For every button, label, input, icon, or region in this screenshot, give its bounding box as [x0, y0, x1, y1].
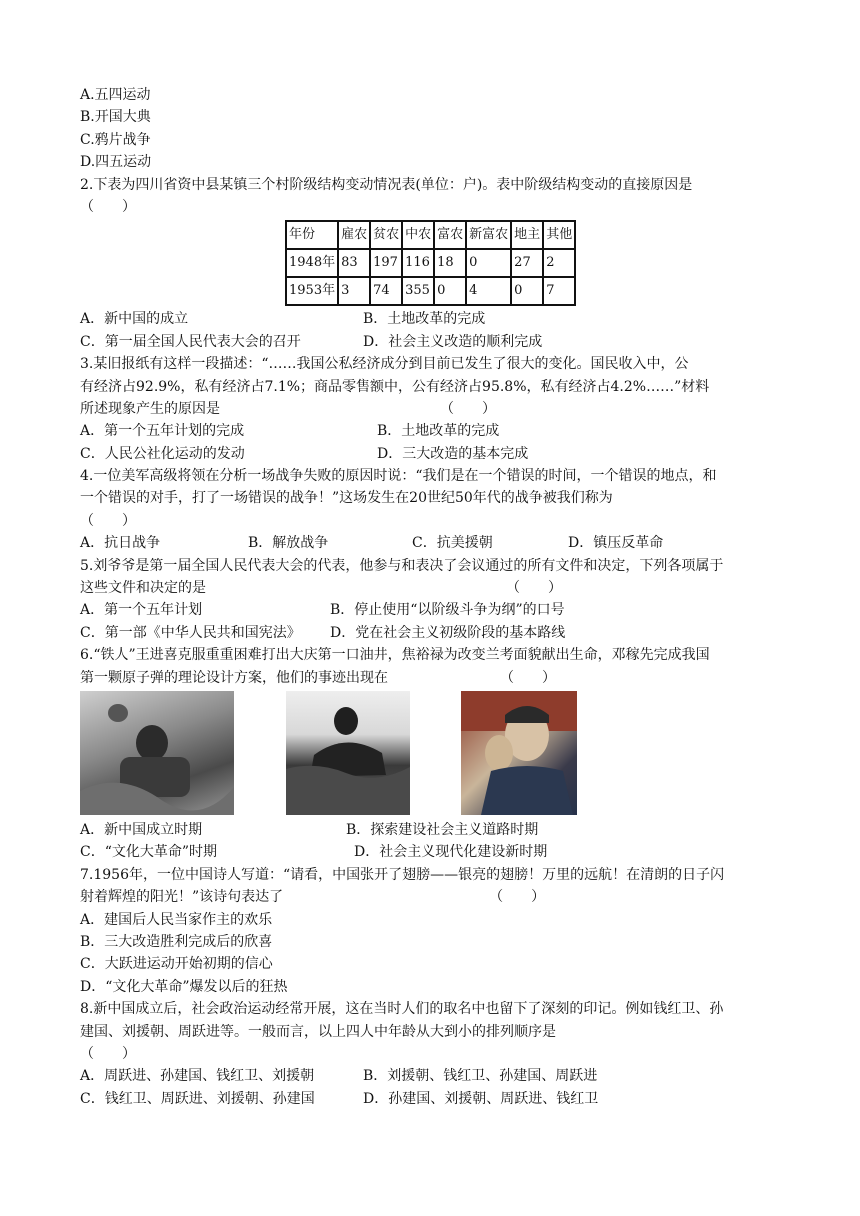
table-cell: 2 [543, 249, 575, 277]
table-header: 富农 [434, 221, 466, 249]
q2-option-d: D．社会主义改造的顺利完成 [363, 333, 543, 350]
table-header: 新富农 [466, 221, 511, 249]
q5-stem-tail: 这些文件和决定的是 [80, 580, 206, 597]
q7-stem-line [80, 886, 780, 908]
q1-option-c: C.鸦片战争 [80, 131, 151, 148]
table-header: 中农 [402, 221, 434, 249]
q5-stem-line: 5.刘爷爷是第一届全国人民代表大会的代表，他参与和表决了会议通过的所有文件和决定，下列各项属于 [80, 557, 724, 574]
q5-stem-line [80, 577, 780, 599]
q7-option-d: D．“文化大革命”爆发以后的狂热 [80, 978, 288, 995]
q1-options [80, 84, 780, 174]
table-cell: 0 [511, 277, 543, 305]
q5-options-row-1 [80, 599, 780, 621]
q4-option-c: C．抗美援朝 [412, 535, 493, 552]
table-cell: 27 [511, 249, 543, 277]
q5-option-c: C．第一部《中华人民共和国宪法》 [80, 624, 301, 641]
q2-option-a: A．新中国的成立 [80, 311, 189, 328]
q3-stem-line: 有经济占92.9%，私有经济占7.1%；商品零售额中，公有经济占95.8%，私有经济占4.2%……”材料 [80, 378, 710, 395]
table-cell: 0 [466, 249, 511, 277]
table-cell: 355 [402, 277, 434, 305]
q8-options-row-2 [80, 1088, 780, 1110]
q8-paren: （ ） [80, 1045, 136, 1062]
q7-stem-tail: 射着辉煌的阳光！”该诗句表达了 [80, 889, 284, 906]
table-header: 贫农 [370, 221, 402, 249]
q7-option-a: A．建国后人民当家作主的欢乐 [80, 911, 273, 928]
q3-options-row-2 [80, 443, 780, 465]
photo-oil-worker [80, 691, 234, 815]
q7-stem-line: 7.1956年，一位中国诗人写道：“请看，中国张开了翅膀——银亮的翅膀！万里的远航！在清朗的日子闪 [80, 866, 725, 883]
q8-options-row-1 [80, 1065, 780, 1087]
q6-option-c: C．“文化大革命”时期 [80, 844, 218, 861]
q2-options-row-1 [80, 308, 780, 330]
table-header: 地主 [511, 221, 543, 249]
table-cell: 7 [543, 277, 575, 305]
q6-stem-tail: 第一颗原子弹的理论设计方案，他们的事迹出现在 [80, 669, 388, 686]
q1-option-d: D.四五运动 [80, 154, 152, 171]
q3-stem-line: 3.某旧报纸有这样一段描述：“……我国公私经济成分到目前已发生了很大的变化。国民收入中，公 [80, 356, 689, 373]
q3-options-row-1 [80, 420, 780, 442]
q4-option-a: A．抗日战争 [80, 535, 161, 552]
q6-option-b: B．探索建设社会主义道路时期 [346, 821, 539, 838]
table-header: 其他 [543, 221, 575, 249]
q3-stem-line [80, 398, 780, 420]
q8-option-b: B．刘援朝、钱红卫、孙建国、周跃进 [363, 1068, 598, 1085]
q2-option-c: C．第一届全国人民代表大会的召开 [80, 333, 301, 350]
table-row [286, 249, 575, 277]
table-cell: 1953年 [286, 277, 338, 305]
question-2 [80, 174, 780, 354]
q5-options-row-2 [80, 622, 780, 644]
q3-option-c: C．人民公社化运动的发动 [80, 445, 245, 462]
q2-paren: （ ） [80, 198, 136, 215]
q8-option-a: A．周跃进、孙建国、钱红卫、刘援朝 [80, 1068, 315, 1085]
q1-option-a: A.五四运动 [80, 87, 151, 103]
q5-option-a: A．第一个五年计划 [80, 602, 203, 619]
table-cell: 197 [370, 249, 402, 277]
q5-option-d: D．党在社会主义初级阶段的基本路线 [330, 624, 566, 641]
q6-photos [80, 691, 780, 819]
question-4 [80, 465, 780, 555]
q2-stem: 2.下表为四川省资中县某镇三个村阶级结构变动情况表(单位：户)。表中阶级结构变动的直接原因是 [80, 176, 693, 193]
q6-stem-line [80, 667, 780, 689]
question-6 [80, 644, 780, 864]
q4-option-b: B．解放战争 [248, 535, 329, 552]
table-cell: 116 [402, 249, 434, 277]
q6-options-row-2 [80, 841, 780, 863]
question-5 [80, 555, 780, 645]
q7-option-c: C．大跃进运动开始初期的信心 [80, 956, 273, 973]
table-header-row [286, 221, 575, 249]
table-cell: 4 [466, 277, 511, 305]
q7-option-b: B．三大改造胜利完成后的欣喜 [80, 933, 273, 950]
q6-option-a: A．新中国成立时期 [80, 821, 203, 838]
q6-option-d: D．社会主义现代化建设新时期 [354, 844, 548, 861]
exam-page [80, 84, 780, 1110]
q8-stem-line: 8.新中国成立后，社会政治运动经常开展，这在当时人们的取名中也留下了深刻的印记。例如钱红卫、孙 [80, 1001, 724, 1018]
q4-option-d: D．镇压反革命 [568, 535, 664, 552]
q5-option-b: B．停止使用“以阶级斗争为纲”的口号 [330, 602, 565, 619]
table-cell: 74 [370, 277, 402, 305]
q3-paren: （ ） [440, 400, 496, 417]
photo-field-worker [286, 691, 410, 815]
q3-option-a: A．第一个五年计划的完成 [80, 423, 245, 440]
q2-options-row-2 [80, 331, 780, 353]
table-header: 雇农 [338, 221, 370, 249]
q5-paren: （ ） [506, 580, 562, 597]
q1-option-b: B.开国大典 [80, 109, 151, 126]
q6-paren: （ ） [500, 669, 556, 686]
q4-options-row [80, 532, 780, 554]
class-structure-table [285, 220, 576, 306]
q3-option-b: B．土地改革的完成 [377, 423, 500, 440]
table-cell: 1948年 [286, 249, 338, 277]
table-cell: 18 [434, 249, 466, 277]
q2-option-b: B．土地改革的完成 [363, 311, 486, 328]
q3-option-d: D．三大改造的基本完成 [377, 445, 529, 462]
question-7 [80, 864, 780, 998]
table-cell: 3 [338, 277, 370, 305]
table-header: 年份 [286, 221, 338, 249]
q3-stem-tail: 所述现象产生的原因是 [80, 400, 220, 417]
q8-option-c: C．钱红卫、周跃进、刘援朝、孙建国 [80, 1090, 315, 1107]
q6-stem-line: 6.“铁人”王进喜克服重重困难打出大庆第一口油井，焦裕禄为改变兰考面貌献出生命，邓稼先完成我国 [80, 647, 710, 664]
question-3 [80, 353, 780, 465]
photo-scientist [461, 691, 577, 815]
q4-stem-line: 一个错误的对手，打了一场错误的战争！”这场发生在20世纪50年代的战争被我们称为 [80, 490, 613, 507]
table-row [286, 277, 575, 305]
q4-paren: （ ） [80, 512, 136, 529]
q7-paren: （ ） [489, 889, 546, 906]
question-8 [80, 998, 780, 1110]
q6-options-row-1 [80, 819, 780, 841]
table-cell: 0 [434, 277, 466, 305]
q4-stem-line: 4.一位美军高级将领在分析一场战争失败的原因时说：“我们是在一个错误的时间，一个错误的地点，和 [80, 468, 717, 485]
q8-stem-line: 建国、刘援朝、周跃进等。一般而言，以上四人中年龄从大到小的排列顺序是 [80, 1023, 556, 1040]
q8-option-d: D．孙建国、刘援朝、周跃进、钱红卫 [363, 1090, 599, 1107]
table-cell: 83 [338, 249, 370, 277]
